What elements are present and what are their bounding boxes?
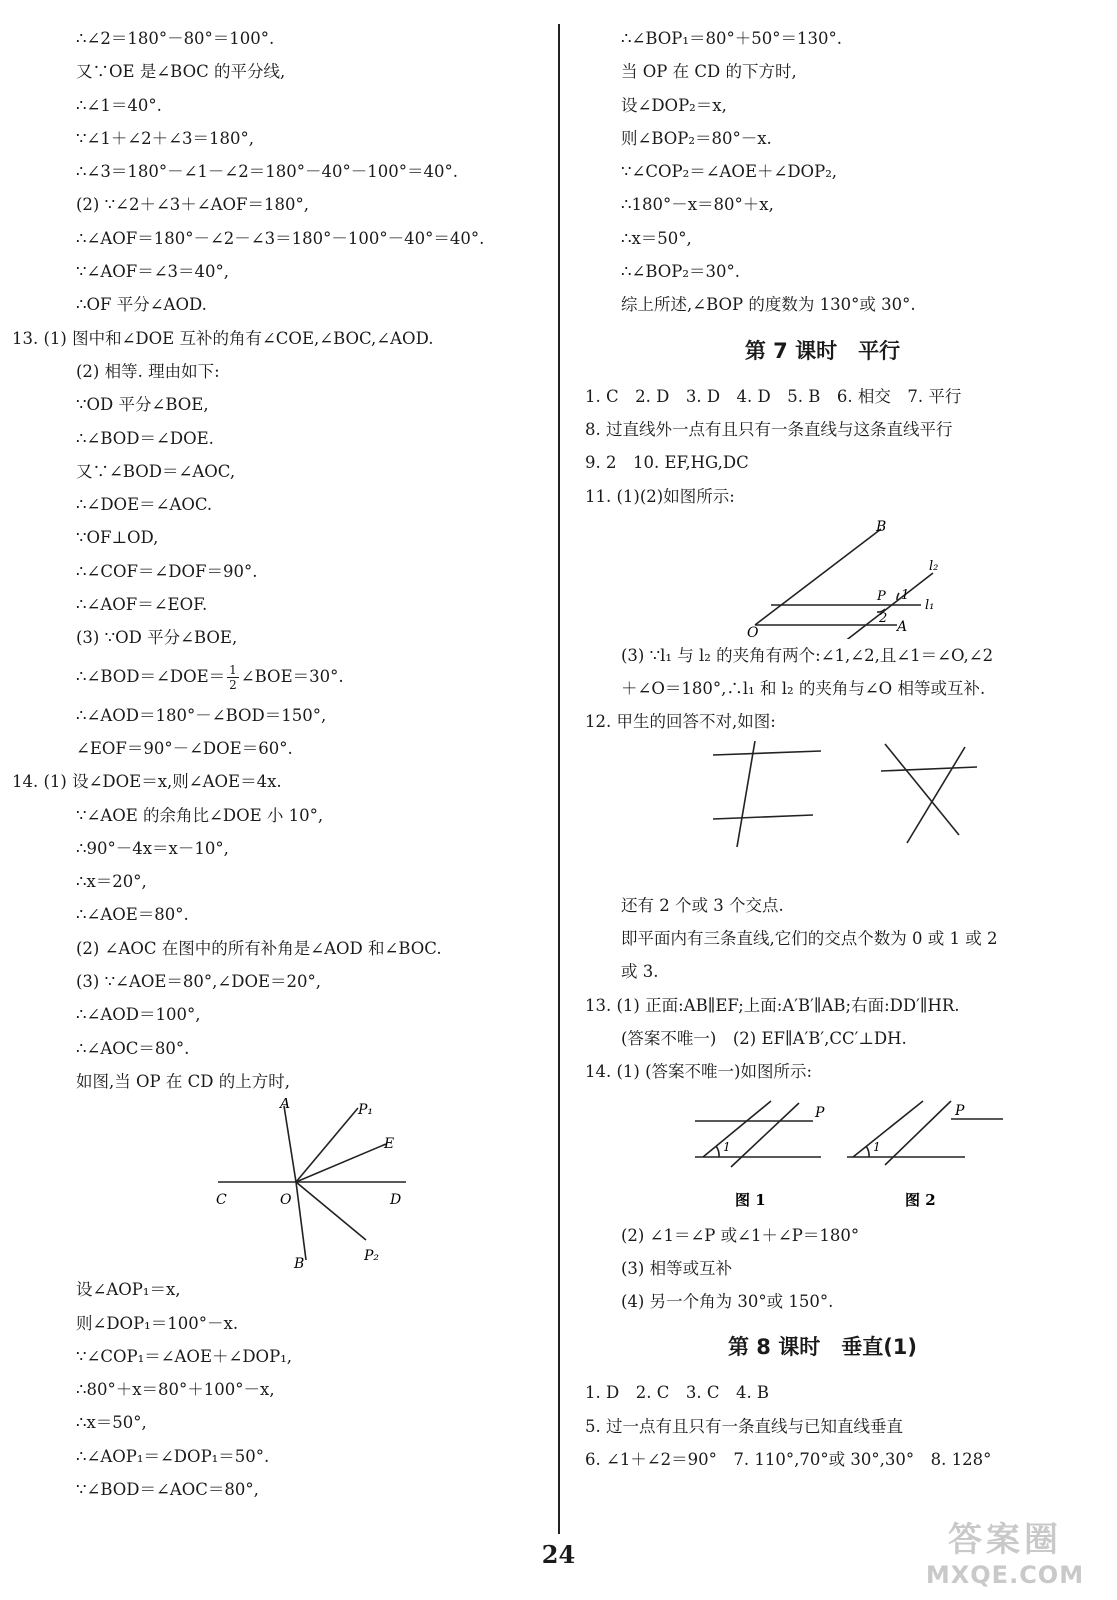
label-o: O: [747, 624, 759, 639]
text-line: (2) 相等. 理由如下:: [76, 361, 220, 381]
text-line: ∴∠BOD＝∠DOE.: [76, 428, 214, 448]
right-lines-a: [585, 22, 1060, 322]
left-transversal: [737, 741, 755, 847]
text-line: 还有 2 个或 3 个交点.: [621, 895, 784, 915]
label-angle-2: 2: [879, 610, 888, 626]
text-line: ＋∠O＝180°,∴l₁ 和 l₂ 的夹角与∠O 相等或互补.: [621, 679, 986, 699]
label-b: B: [294, 1256, 305, 1273]
fraction-line: [76, 655, 546, 699]
ray-oa: [284, 1106, 296, 1182]
label-a: A: [280, 1098, 291, 1113]
page-number: 24: [541, 1540, 576, 1569]
label-angle-1: 1: [901, 587, 910, 603]
fraction-denominator: 2: [229, 677, 237, 692]
text-line: 设∠DOP₂＝x,: [621, 95, 727, 115]
label-l2: l₂: [929, 558, 939, 574]
right-lines-d: [585, 889, 1060, 1089]
text-line: 则∠DOP₁＝100°－x.: [76, 1313, 239, 1333]
fig2-line-slant-b: [885, 1101, 951, 1165]
label-a: A: [897, 618, 908, 635]
fig1-label-angle-1: 1: [723, 1139, 731, 1154]
text-line: ∴∠AOF＝180°－∠2－∠3＝180°－100°－40°＝40°.: [76, 228, 485, 248]
right-lines-f: [585, 1376, 1060, 1476]
fraction-one-half: [227, 663, 239, 692]
angle-figure-op: [76, 1098, 476, 1273]
text-line: (答案不唯一) (2) EF∥A′B′,CC′⊥DH.: [621, 1028, 907, 1048]
left-parallel-top: [713, 751, 821, 755]
fig2-label-p: P: [955, 1102, 965, 1119]
text-line: 8. 过直线外一点有且只有一条直线与这条直线平行: [585, 419, 953, 439]
text-line: 当 OP 在 CD 的下方时,: [621, 62, 797, 82]
label-c: C: [216, 1192, 227, 1209]
text-line: 综上所述,∠BOP 的度数为 130°或 30°.: [621, 295, 916, 315]
right-lines-b: [585, 380, 1060, 513]
text-line: ∴∠BOP₂＝30°.: [621, 262, 740, 282]
right-horizontal: [881, 767, 977, 771]
watermark-en: MXQE.COM: [925, 1561, 1085, 1589]
text-line: ∴x＝50°,: [621, 228, 692, 248]
text-line: ∴180°－x＝80°＋x,: [621, 195, 774, 215]
text-line: ∴x＝50°,: [76, 1413, 147, 1433]
text-line: ∴∠1＝40°.: [76, 95, 162, 115]
fig2-label-angle-1: 1: [873, 1139, 881, 1154]
text-line: ∴∠3＝180°－∠1－∠2＝180°－40°－100°＝40°.: [76, 162, 458, 182]
text-line: ∵OF⊥OD,: [76, 528, 159, 548]
parallel-figure-11: [585, 513, 1060, 639]
text-line: 1. D 2. C 3. C 4. B: [585, 1383, 770, 1403]
text-line: ∴∠AOE＝80°.: [76, 905, 189, 925]
text-line: (3) ∵∠AOE＝80°,∠DOE＝20°,: [76, 972, 322, 992]
left-parallel-bottom: [713, 815, 813, 819]
text-line: 即平面内有三条直线,它们的交点个数为 0 或 1 或 2: [621, 929, 998, 949]
watermark-logo: [905, 1520, 1105, 1596]
text-line: ∵∠COP₂＝∠AOE＋∠DOP₂,: [621, 162, 838, 182]
label-p2: P₂: [364, 1248, 380, 1265]
label-d: D: [390, 1192, 402, 1209]
text-line: ∵∠BOD＝∠AOC＝80°,: [76, 1479, 259, 1499]
text-line: ∴∠2＝180°－80°＝100°.: [76, 29, 275, 48]
fig2-line-slant-a: [853, 1101, 923, 1157]
text-line: 设∠AOP₁＝x,: [76, 1280, 181, 1300]
right-lines-e: [585, 1219, 1060, 1319]
ray-op2: [296, 1182, 366, 1240]
text-line: (3) ∵l₁ 与 l₂ 的夹角有两个:∠1,∠2,且∠1＝∠O,∠2: [621, 645, 994, 665]
ray-ob: [296, 1182, 306, 1260]
fig2-angle-arc: [866, 1146, 869, 1157]
fig1-line-slant-a: [703, 1101, 771, 1157]
text-line: ∴∠AOF＝∠EOF.: [76, 595, 208, 615]
question-12-line: 12. 甲生的回答不对,如图:: [585, 712, 776, 732]
label-p1: P₁: [358, 1102, 374, 1119]
label-e: E: [384, 1136, 395, 1153]
text-line: 11. (1)(2)如图所示:: [585, 486, 735, 506]
text-line: (3) 相等或互补: [621, 1258, 733, 1278]
text-line: ∴80°＋x＝80°＋100°－x,: [76, 1380, 275, 1400]
right-diagonal-1: [885, 744, 959, 835]
figure-caption-1: 图 1: [735, 1190, 766, 1209]
text-line: (2) ∠1＝∠P 或∠1＋∠P＝180°: [621, 1225, 860, 1245]
text-line: 9. 2 10. EF,HG,DC: [585, 453, 749, 473]
line-ob: [755, 529, 881, 625]
left-lines-c: [76, 1273, 546, 1506]
question-13-line: 13. (1) 图中和∠DOE 互补的角有∠COE,∠BOC,∠AOD.: [12, 328, 434, 348]
left-lines-b: [12, 699, 546, 1099]
text-line: 则∠BOP₂＝80°－x.: [621, 128, 772, 148]
text-line: ∠EOF＝90°－∠DOE＝60°.: [76, 738, 293, 758]
text-line: (3) ∵OD 平分∠BOE,: [76, 628, 238, 648]
fraction-numerator: 1: [229, 662, 237, 677]
fig1-angle-arc: [716, 1146, 719, 1157]
text-line: 又∵∠BOD＝∠AOC,: [76, 461, 236, 481]
column-divider: [558, 24, 560, 1534]
text-line: ∴OF 平分∠AOD.: [76, 295, 207, 315]
fig1-label-p: P: [815, 1104, 825, 1121]
fraction-line-before: ∴∠BOD＝∠DOE＝: [76, 666, 226, 686]
text-line: ∴∠BOP₁＝80°＋50°＝130°.: [621, 29, 842, 48]
text-line: ∵∠1＋∠2＋∠3＝180°,: [76, 128, 254, 148]
text-line: ∴90°－4x＝x－10°,: [76, 838, 229, 858]
text-line: 5. 过一点有且只有一条直线与已知直线垂直: [585, 1416, 903, 1436]
text-line: 又∵OE 是∠BOC 的平分线,: [76, 62, 286, 82]
text-line: ∴∠AOD＝100°,: [76, 1005, 201, 1025]
text-line: ∴∠COF＝∠DOF＝90°.: [76, 561, 258, 581]
parallel-figure-14: [585, 1089, 1060, 1219]
ray-oe: [296, 1144, 386, 1182]
right-diagonal-2: [907, 747, 965, 843]
label-l1: l₁: [925, 597, 935, 613]
three-lines-figure-12: [585, 739, 1060, 889]
text-line: 6. ∠1＋∠2＝90° 7. 110°,70°或 30°,30° 8. 128°: [585, 1450, 992, 1470]
text-line: 1. C 2. D 3. D 4. D 5. B 6. 相交 7. 平行: [585, 386, 962, 406]
watermark-cn: 答案圈: [948, 1520, 1062, 1560]
text-line: ∴∠AOC＝80°.: [76, 1038, 190, 1058]
text-line: ∴x＝20°,: [76, 872, 147, 892]
section-heading-8: 第 8 课时 垂直(1): [727, 1335, 918, 1360]
text-line: ∵∠AOF＝∠3＝40°,: [76, 262, 230, 282]
section-heading-7: 第 7 课时 平行: [744, 338, 901, 363]
text-line: ∴∠DOE＝∠AOC.: [76, 495, 213, 515]
ray-op1: [296, 1108, 358, 1182]
text-line: (4) 另一个角为 30°或 150°.: [621, 1292, 834, 1312]
text-line: (2) ∵∠2＋∠3＋∠AOF＝180°,: [76, 195, 309, 215]
label-p: P: [877, 588, 886, 604]
figure-caption-2: 图 2: [905, 1190, 936, 1209]
label-b: B: [876, 518, 887, 535]
text-line: ∵∠AOE 的余角比∠DOE 小 10°,: [76, 805, 324, 825]
text-line: (2) ∠AOC 在图中的所有补角是∠AOD 和∠BOC.: [76, 938, 442, 958]
text-line: ∵OD 平分∠BOE,: [76, 395, 209, 415]
question-14-line: 14. (1) 设∠DOE＝x,则∠AOE＝4x.: [12, 772, 282, 792]
question-13-line: 13. (1) 正面:AB∥EF;上面:A′B′∥AB;右面:DD′∥HR.: [585, 995, 960, 1015]
left-column: [12, 22, 546, 1506]
text-line: ∴∠AOD＝180°－∠BOD＝150°,: [76, 705, 327, 725]
label-o: O: [280, 1192, 292, 1209]
question-14-line: 14. (1) (答案不唯一)如图所示:: [585, 1062, 813, 1082]
text-line: 如图,当 OP 在 CD 的上方时,: [76, 1071, 290, 1091]
right-column: [585, 22, 1060, 1476]
line-l2: [835, 573, 933, 639]
fraction-line-after: ∠BOE＝30°.: [240, 666, 344, 686]
text-line: ∵∠COP₁＝∠AOE＋∠DOP₁,: [76, 1346, 293, 1366]
right-lines-c: [585, 639, 1060, 739]
text-line: ∴∠AOP₁＝∠DOP₁＝50°.: [76, 1446, 270, 1466]
text-line: 或 3.: [621, 962, 659, 982]
left-lines-a: [12, 22, 546, 655]
